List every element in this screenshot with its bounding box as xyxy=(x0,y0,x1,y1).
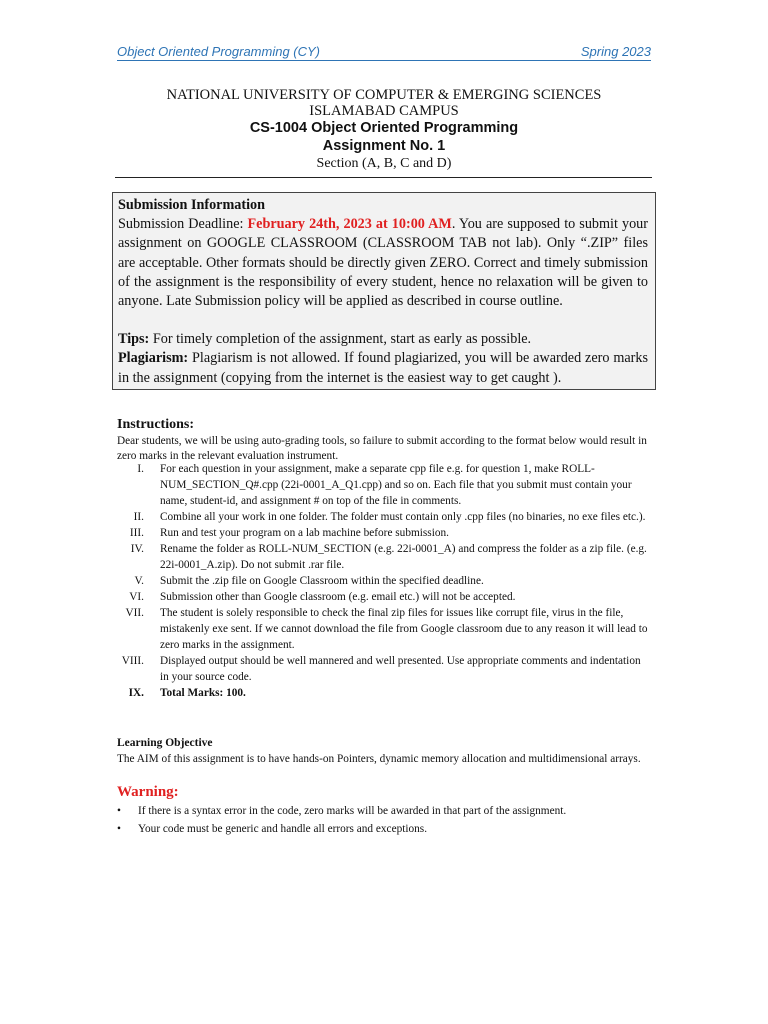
deadline-value: February 24th, 2023 at 10:00 AM xyxy=(247,216,452,233)
list-item: VII. The student is solely responsible to check the final zip files for issues like corrupt file, virus in the file, mistakenly exe sent. If we cannot download the file from Google classroom due to any reason it will lead to zero marks in the assignment. xyxy=(125,607,648,651)
instructions-list xyxy=(110,461,650,701)
campus-name: ISLAMABAD CAMPUS xyxy=(309,103,459,119)
plagiarism-label: Plagiarism: xyxy=(118,350,189,367)
course-title: CS-1004 Object Oriented Programming xyxy=(249,120,519,136)
list-item: • Your code must be generic and handle all errors and exceptions. xyxy=(117,820,647,838)
bullet-icon: • xyxy=(117,823,121,835)
list-item-total-marks: IX. Total Marks: 100. xyxy=(128,687,246,699)
tips-text: For timely completion of the assignment, start as early as possible. xyxy=(149,331,532,348)
title-block xyxy=(117,87,651,172)
plagiarism-paragraph xyxy=(118,349,648,387)
list-item: VIII. Displayed output should be well mannered and well presented. Use appropriate comments and indentation in your source code. xyxy=(121,655,641,683)
submission-heading: Submission Information xyxy=(118,197,266,213)
header-term: Spring 2023 xyxy=(580,44,651,59)
university-name: NATIONAL UNIVERSITY OF COMPUTER & EMERGING SCIENCES xyxy=(166,87,602,103)
submission-deadline-paragraph xyxy=(118,215,648,311)
list-item: I. For each question in your assignment, make a separate cpp file e.g. for question 1, make ROLL-NUM_SECTION_Q#.cpp (22i-0001_A_Q1.cpp) and so on. Each file that you submit must contain your name, student-id, and assignment # on top of the file in comments. xyxy=(137,463,632,507)
header-course: Object Oriented Programming (CY) xyxy=(117,44,321,59)
list-item: VI. Submission other than Google classroom (e.g. email etc.) will not be accepted. xyxy=(129,591,516,603)
list-item: V. Submit the .zip file on Google Classroom within the specified deadline. xyxy=(134,575,484,587)
bullet-icon: • xyxy=(117,805,121,817)
section-line: Section (A, B, C and D) xyxy=(316,156,452,171)
warning-heading: Warning: xyxy=(117,784,179,800)
title-divider xyxy=(115,177,652,178)
learning-objective-text: The AIM of this assignment is to have hands-on Pointers, dynamic memory allocation and multidimensional arrays. xyxy=(117,753,641,765)
deadline-details: . You are supposed to submit your assignment on GOOGLE CLASSROOM (CLASSROOM TAB not lab). Only “.ZIP” files are acceptable. Other formats should be directly given ZERO. Correct and timely submission of the assignment is the responsibility of every student, hence no relaxation will be given to anyone. Late Submission policy will be applied as described in course outline. xyxy=(118,216,648,310)
learning-objective-heading: Learning Objective xyxy=(117,737,213,749)
page-header xyxy=(117,44,651,61)
plagiarism-text: Plagiarism is not allowed. If found plagiarized, you will be awarded zero marks in the assignment (copying from the internet is the easiest way to get caught ). xyxy=(118,350,648,386)
submission-info-box xyxy=(112,192,656,390)
deadline-label: Submission Deadline: xyxy=(118,216,248,233)
tips-label: Tips: xyxy=(118,331,150,348)
tips-paragraph xyxy=(118,330,648,349)
list-item: IV. Rename the folder as ROLL-NUM_SECTION (e.g. 22i-0001_A) and compress the folder as a zip file. (e.g. 22i-0001_A.zip). Do not submit .rar file. xyxy=(130,543,647,571)
instructions-intro: Dear students, we will be using auto-grading tools, so failure to submit according to the format below would result in zero marks in the relevant evaluation instrument. xyxy=(117,435,647,462)
list-item: III. Run and test your program on a lab machine before submission. xyxy=(129,527,449,539)
assignment-title: Assignment No. 1 xyxy=(322,138,446,154)
list-item: • If there is a syntax error in the code, zero marks will be awarded in that part of the assignment. xyxy=(117,802,647,820)
list-item: II. Combine all your work in one folder. The folder must contain only .cpp files (no binaries, no exe files etc.). xyxy=(133,511,646,523)
instructions-heading: Instructions: xyxy=(117,417,195,432)
warning-list xyxy=(117,802,647,838)
